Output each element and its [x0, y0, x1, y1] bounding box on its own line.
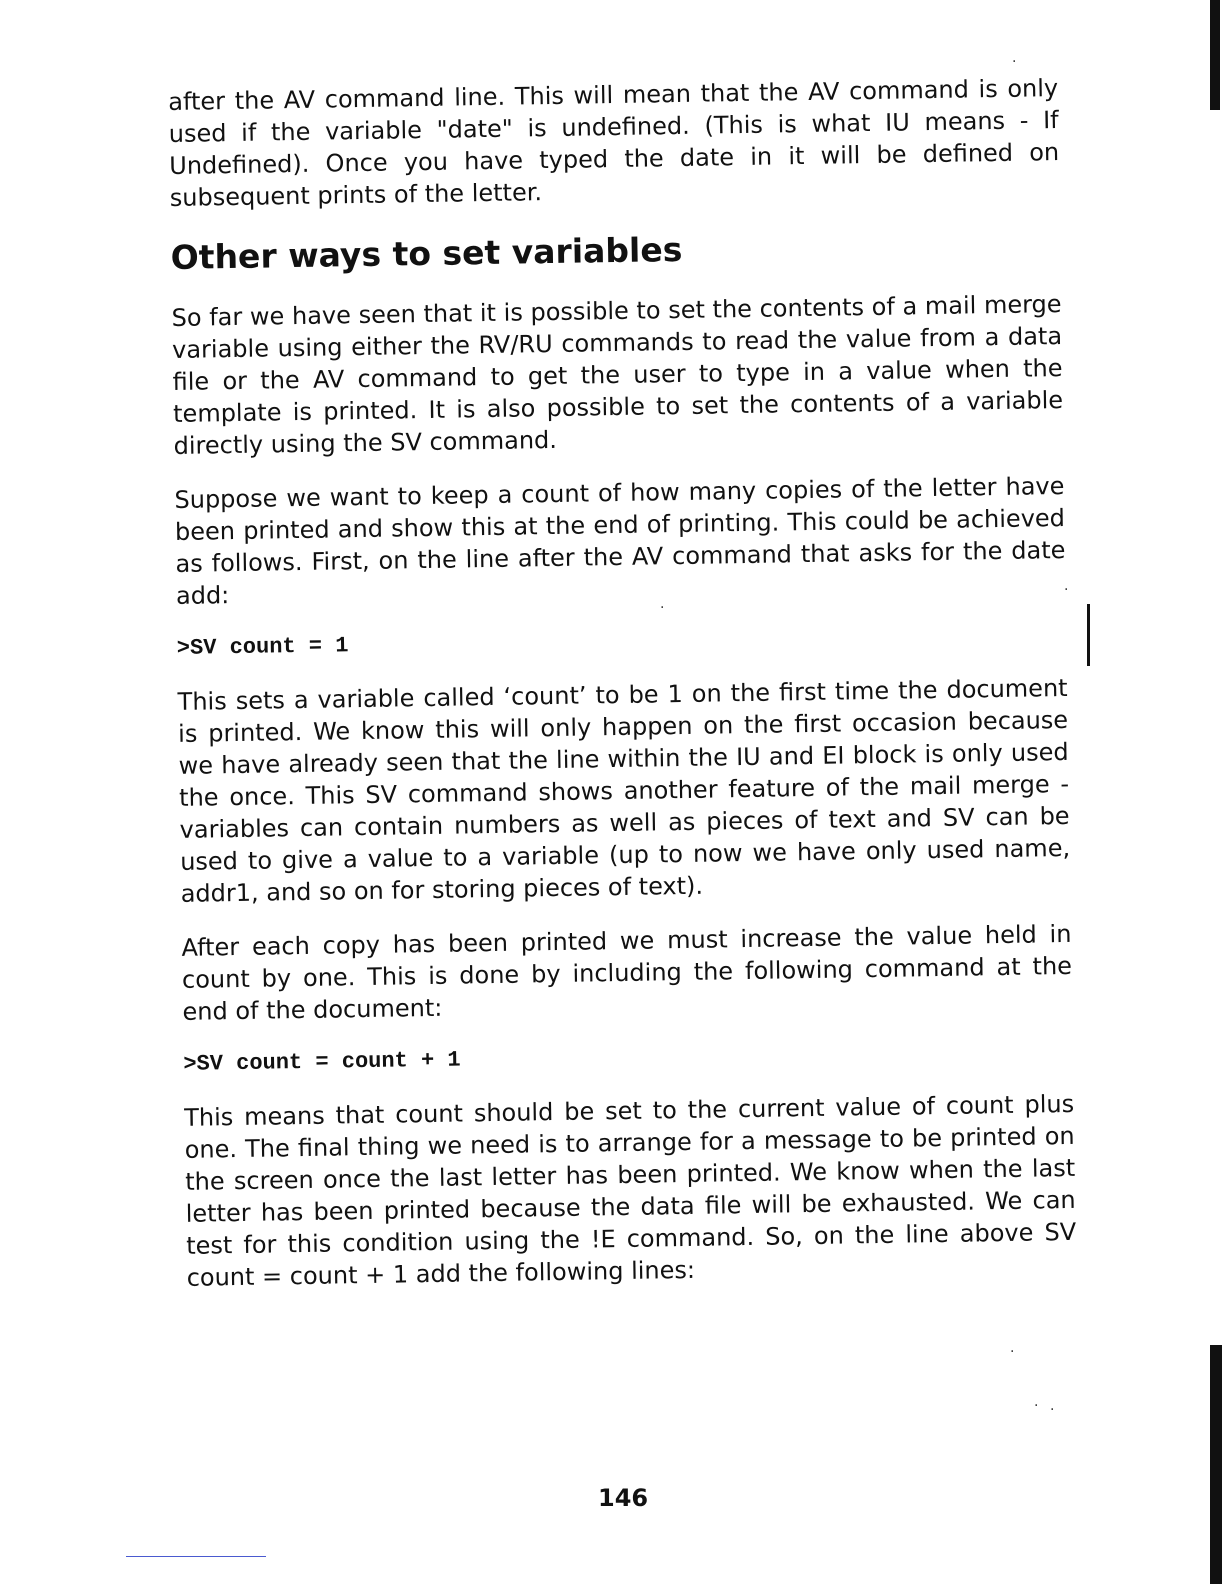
scan-edge-mark-bottom — [1210, 1345, 1222, 1584]
scan-edge-mark-top — [1210, 0, 1220, 110]
paragraph-final-message: This means that count should be set to the current value of count plus one. The final thing we need is to arrange for a message to be printed on the screen once the last letter has been printed. We know when the last letter has been printed because the data file will be exhausted. We can test for this condition using the !E command. So, on the line above SV count = count + 1 add the following lines: — [183, 1089, 1077, 1292]
scan-speck: . — [1050, 1398, 1055, 1414]
page-content — [168, 72, 1077, 1294]
scan-speck: · — [1034, 1398, 1039, 1414]
paragraph-sv-explanation: This sets a variable called ‘count’ to be 1 on the first time the document is printed. We know this will only happen on the first occasion because we have already seen that the line within the IU and EI block is only used the once. This SV command shows another feature of the mail merge - variables can contain numbers as well as pieces of text and SV can be used to give a value to a variable (up to now we have only used name, addr1, and so on for storing pieces of text). — [177, 673, 1071, 908]
footer-rule — [126, 1556, 266, 1557]
paragraph-setting-contents: So far we have seen that it is possible to set the contents of a mail merge variable using either the RV/RU commands to read the value from a data file or the AV command to get the user to type in a value when the template is printed. It is also possible to set the contents of a variable directly using the SV command. — [171, 289, 1064, 460]
section-heading: Other ways to set variables — [170, 229, 683, 277]
page-number: 146 — [598, 1484, 649, 1512]
code-line-sv-count: >SV count = 1 — [176, 633, 349, 661]
scan-speck: · — [1064, 582, 1069, 598]
paragraph-increment: After each copy has been printed we must increase the value held in count by one. This is done by including the following command at the end of the document: — [181, 919, 1073, 1026]
scan-speck: . — [1012, 50, 1017, 66]
scan-edge-mark-middle — [1087, 604, 1090, 666]
paragraph-count-example: Suppose we want to keep a count of how many copies of the letter have been printed and show this at the end of printing. This could be achieved as follows. First, on the line after the AV command that asks for the date add: — [174, 471, 1066, 610]
scan-speck: . — [660, 596, 665, 612]
scan-speck: . — [1010, 1340, 1015, 1356]
code-line-sv-increment: >SV count = count + 1 — [183, 1047, 461, 1077]
paragraph-intro: after the AV command line. This will mean that the AV command is only used if the variable "date" is undefined. (This is what IU means - If Undefined). Once you have typed the date in it will be defined on subsequent prints of the letter. — [168, 74, 1060, 212]
